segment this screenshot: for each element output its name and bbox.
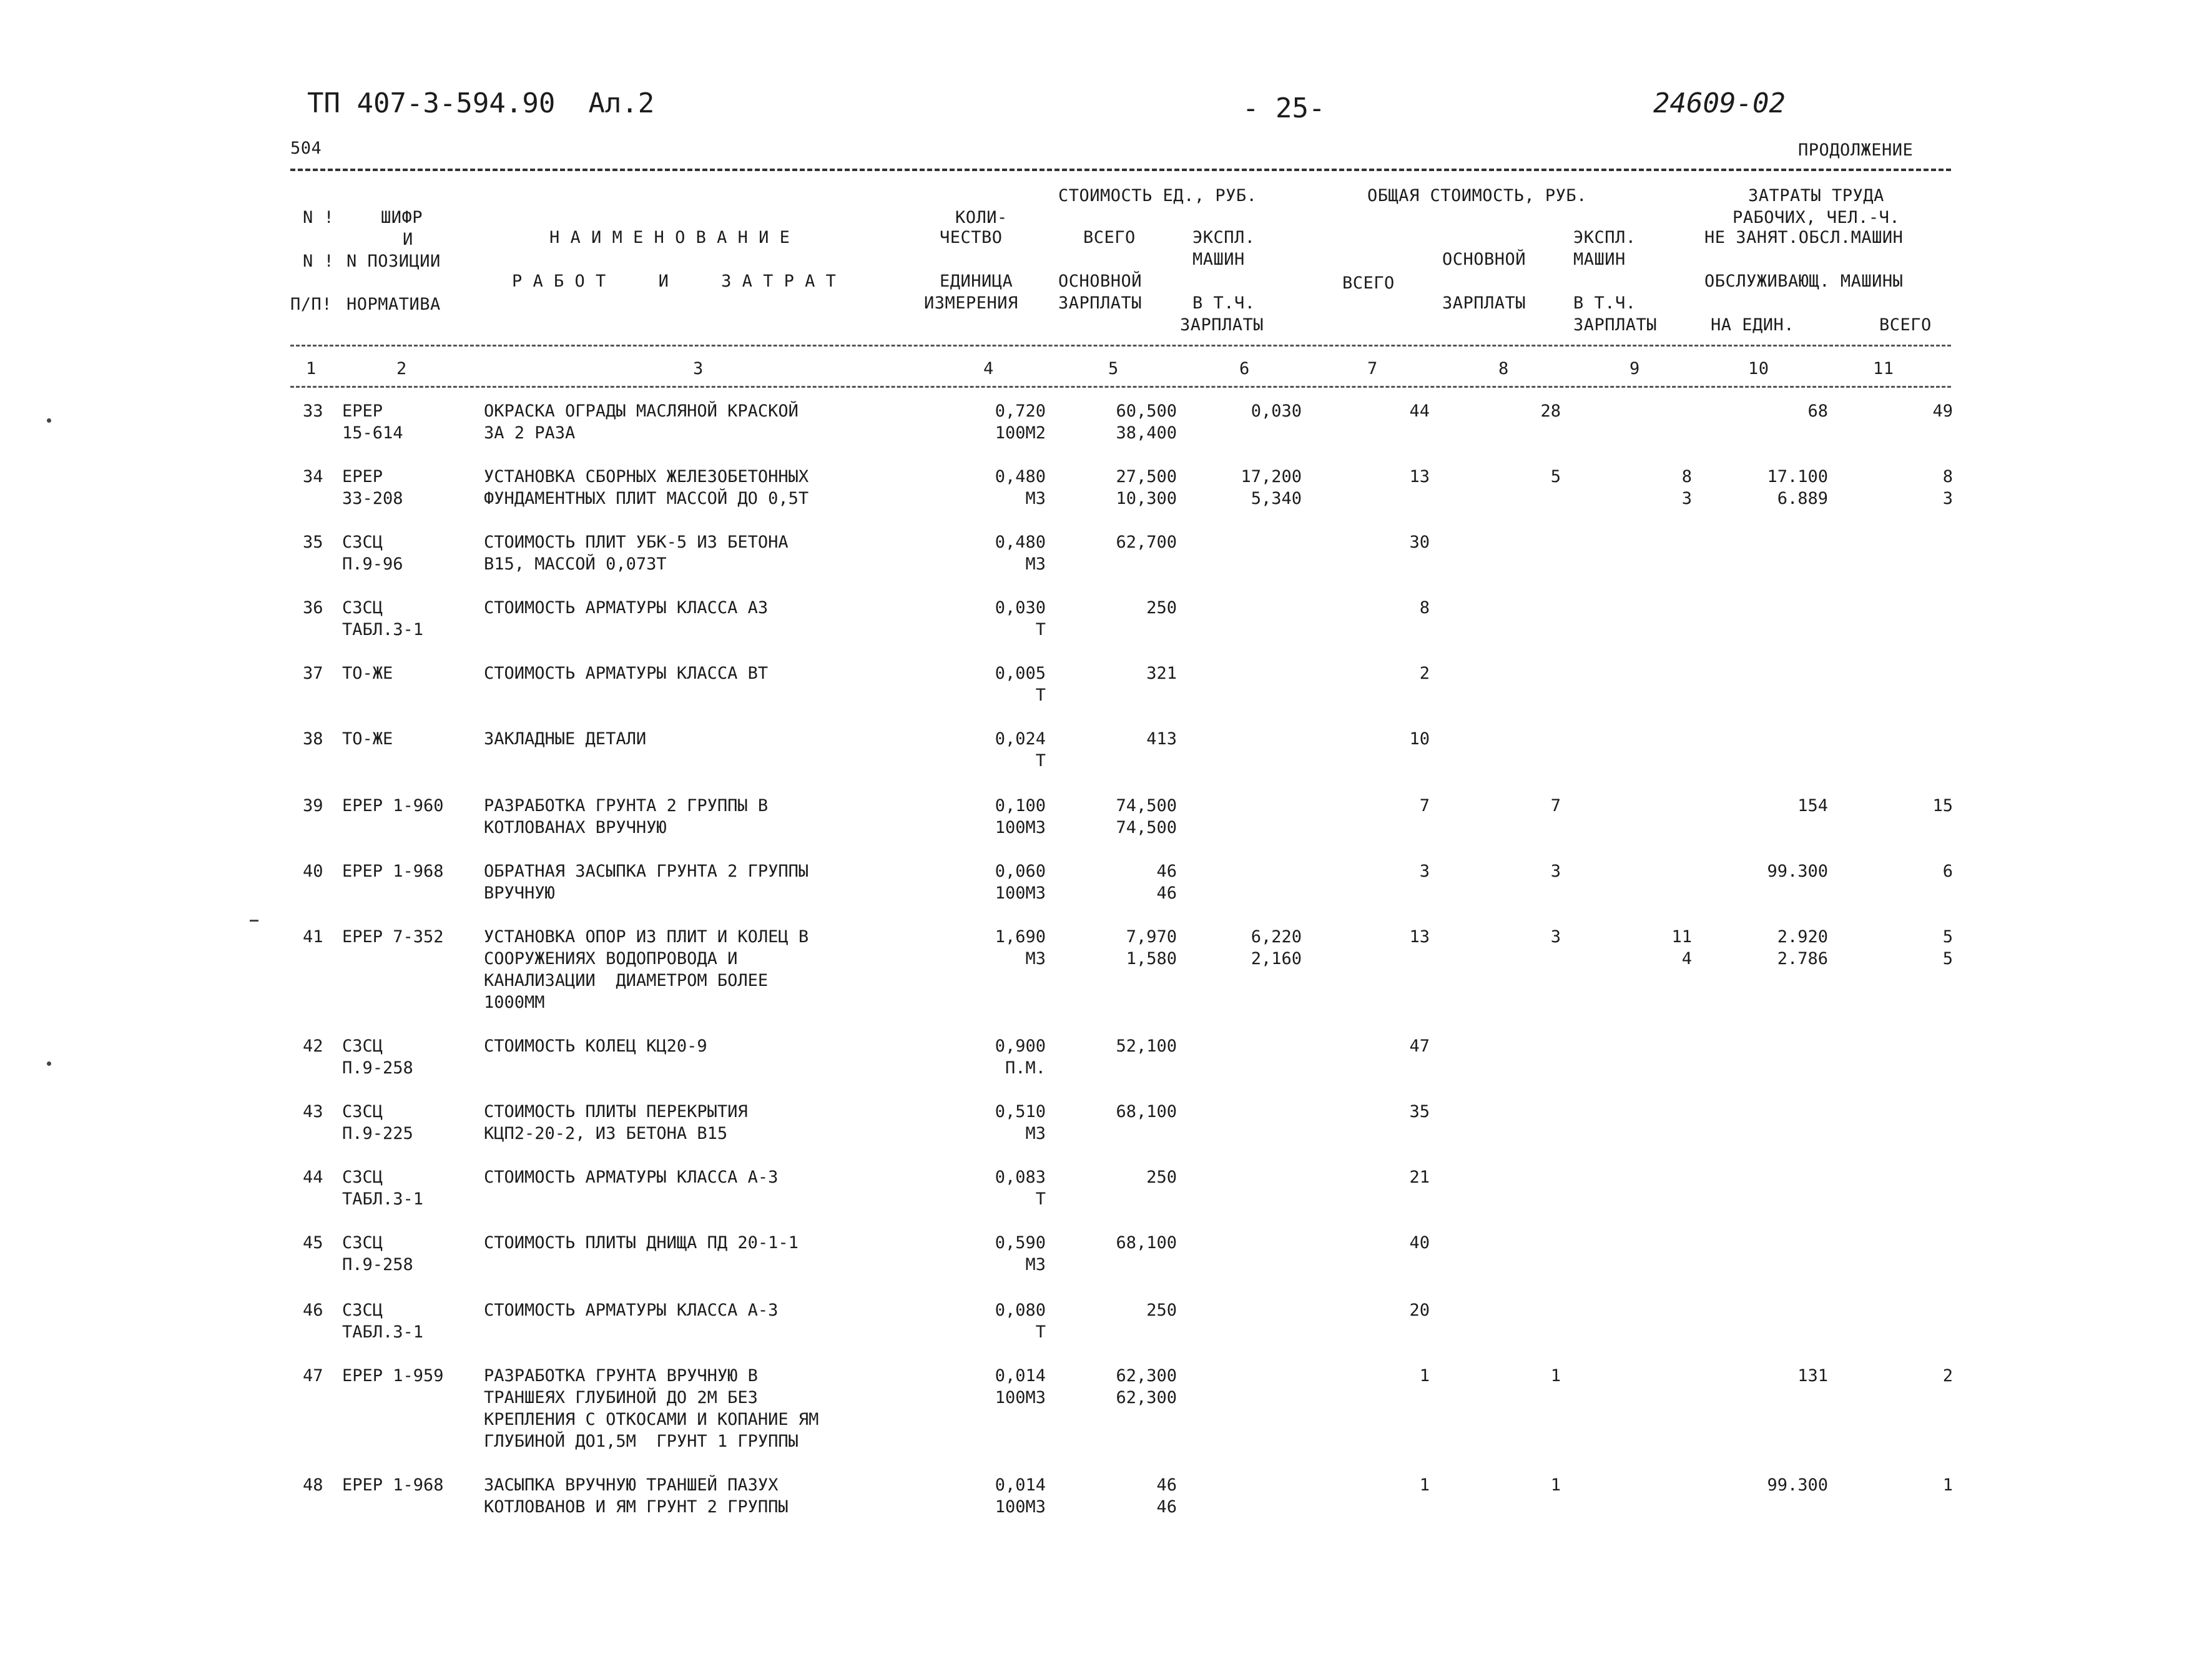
hdr-col5-line3: ЗАРПЛАТЫ [1058,293,1143,313]
row-c7: 2 [1419,664,1430,683]
colnum-3: 3 [693,359,704,378]
row-c7: 44 [1409,401,1430,421]
row-name: СТОИМОСТЬ ПЛИТЫ ПЕРЕКРЫТИЯ [484,1102,748,1121]
row-name: КРЕПЛЕНИЯ С ОТКОСАМИ И КОПАНИЕ ЯМ [484,1410,819,1429]
row-number: 34 [303,467,323,486]
hdr-col2-line1: ШИФР [381,208,423,227]
scan-speck [47,418,51,423]
row-code: ТАБЛ.3-1 [342,1322,424,1342]
colnum-9: 9 [1630,359,1640,378]
row-c11: 1 [1942,1475,1953,1495]
hdr-col11: ВСЕГО [1879,315,1932,335]
row-number: 46 [303,1301,323,1320]
hdr-col6-line1: ЭКСПЛ. [1192,228,1256,247]
row-c6: 0,030 [1251,401,1302,421]
row-code: ТАБЛ.3-1 [342,1189,424,1209]
row-name: КОТЛОВАНАХ ВРУЧНУЮ [484,818,667,837]
row-name: 1000ММ [484,993,545,1012]
row-unit: 100М2 [995,423,1046,443]
row-number: 42 [303,1036,323,1056]
row-c7: 20 [1409,1301,1430,1320]
row-name: РАЗРАБОТКА ГРУНТА ВРУЧНУЮ В [484,1366,758,1386]
row-c5: 38,400 [1116,423,1177,443]
row-c10: 17.100 [1767,467,1828,486]
row-unit: М3 [1025,554,1046,574]
colnum-10: 10 [1748,359,1769,378]
row-unit: 100М3 [995,884,1046,903]
row-qty: 0,014 [995,1475,1046,1495]
row-name: СТОИМОСТЬ КОЛЕЦ КЦ20-9 [484,1036,707,1056]
row-unit: Т [1035,620,1046,639]
doc-code: ТП 407-3-594.90 Ал.2 [307,87,655,119]
row-unit: 100М3 [995,818,1046,837]
row-number: 44 [303,1168,323,1187]
row-number: 47 [303,1366,323,1386]
row-c10: 154 [1797,796,1828,815]
colnum-6: 6 [1239,359,1250,378]
hdr-col5-line1: ВСЕГО [1083,228,1136,247]
row-code: ЕРЕР 1-968 [342,862,444,881]
row-c11: 5 [1942,949,1953,968]
row-code: ЕРЕР 1-968 [342,1475,444,1495]
row-name: ТРАНШЕЯХ ГЛУБИНОЙ ДО 2М БЕЗ [484,1388,758,1407]
row-unit: Т [1035,1322,1046,1342]
hdr-col1011-sub: ОБСЛУЖИВАЮЩ. МАШИНЫ [1704,272,1904,291]
hdr-col3-line1: Н А И М Е Н О В А Н И Е [549,228,790,247]
colnum-7: 7 [1367,359,1378,378]
row-code: 15-614 [342,423,403,443]
hdr-col56-title: СТОИМОСТЬ ЕД., РУБ. [1058,186,1257,205]
row-qty: 0,083 [995,1168,1046,1187]
row-c10: 2.786 [1777,949,1828,968]
row-c5: 46 [1156,1475,1177,1495]
hdr-col2-line2: И [403,230,413,249]
row-code: ЕРЕР 1-959 [342,1366,444,1386]
hdr-col9-line2: МАШИН [1573,250,1626,269]
row-name: СТОИМОСТЬ АРМАТУРЫ КЛАССА ВТ [484,664,769,683]
hdr-col4-line4: ИЗМЕРЕНИЯ [924,293,1018,313]
hdr-col9-line3: В Т.Ч. [1573,293,1636,313]
row-name: УСТАНОВКА СБОРНЫХ ЖЕЛЕЗОБЕТОННЫХ [484,467,809,486]
doc-number: 24609-02 [1653,87,1786,119]
row-code: С3СЦ [342,1301,383,1320]
row-c10: 2.920 [1777,927,1828,947]
row-c8: 28 [1540,401,1561,421]
row-qty: 0,080 [995,1301,1046,1320]
row-number: 38 [303,729,323,749]
row-c11: 15 [1932,796,1953,815]
hdr-col1011-title3: НЕ ЗАНЯТ.ОБСЛ.МАШИН [1704,228,1904,247]
row-c11: 3 [1942,489,1953,508]
row-unit: М3 [1025,1255,1046,1274]
row-c5: 62,300 [1116,1388,1177,1407]
row-c5: 74,500 [1116,818,1177,837]
row-c8: 3 [1550,927,1561,947]
row-c5: 52,100 [1116,1036,1177,1056]
row-unit: 100М3 [995,1388,1046,1407]
row-c5: 7,970 [1126,927,1177,947]
hdr-col6-line4: ЗАРПЛАТЫ [1180,315,1264,335]
row-qty: 0,510 [995,1102,1046,1121]
row-c11: 49 [1932,401,1953,421]
row-c7: 40 [1409,1233,1430,1253]
row-code: ТО-ЖЕ [342,729,393,749]
hdr-col3-line2: Р А Б О Т И З А Т Р А Т [512,272,837,291]
colnum-11: 11 [1873,359,1894,378]
row-c7: 1 [1419,1366,1430,1386]
row-qty: 0,060 [995,862,1046,881]
row-unit: Т [1035,1189,1046,1209]
row-number: 43 [303,1102,323,1121]
row-unit: М3 [1025,1124,1046,1143]
row-code: П.9-225 [342,1124,413,1143]
rule-numbers-bottom [290,386,1951,388]
hdr-col5-line2: ОСНОВНОЙ [1058,272,1143,291]
row-name: СООРУЖЕНИЯХ ВОДОПРОВОДА И [484,949,738,968]
row-c5: 68,100 [1116,1233,1177,1253]
hdr-col4-line3: ЕДИНИЦА [940,272,1013,291]
row-c11: 8 [1942,467,1953,486]
row-code: ЕРЕР [342,467,383,486]
row-c5: 250 [1146,1301,1177,1320]
colnum-4: 4 [983,359,994,378]
row-c5: 1,580 [1126,949,1177,968]
row-name: ЗА 2 РАЗА [484,423,576,443]
hdr-col6-line2: МАШИН [1192,250,1245,269]
hdr-col9-line1: ЭКСПЛ. [1573,228,1636,247]
row-name: УСТАНОВКА ОПОР ИЗ ПЛИТ И КОЛЕЦ В [484,927,809,947]
row-c8: 1 [1550,1475,1561,1495]
hdr-col8-line2: ЗАРПЛАТЫ [1442,293,1526,313]
row-name: СТОИМОСТЬ ПЛИТ УБК-5 ИЗ БЕТОНА [484,533,789,552]
page-number: - 25- [1242,92,1325,124]
row-c7: 47 [1409,1036,1430,1056]
row-name: КАНАЛИЗАЦИИ ДИАМЕТРОМ БОЛЕЕ [484,971,769,990]
row-c7: 10 [1409,729,1430,749]
row-c5: 46 [1156,884,1177,903]
row-code: ЕРЕР 1-960 [342,796,444,815]
row-unit: Т [1035,751,1046,770]
row-c7: 35 [1409,1102,1430,1121]
row-name: СТОИМОСТЬ АРМАТУРЫ КЛАССА А-3 [484,1168,779,1187]
colnum-1: 1 [306,359,317,378]
row-c5: 60,500 [1116,401,1177,421]
row-qty: 0,480 [995,533,1046,552]
row-code: С3СЦ [342,1233,383,1253]
row-unit: 100М3 [995,1497,1046,1517]
row-name: ОКРАСКА ОГРАДЫ МАСЛЯНОЙ КРАСКОЙ [484,401,799,421]
hdr-col10: НА ЕДИН. [1711,315,1795,335]
row-name: КЦП2-20-2, ИЗ БЕТОНА В15 [484,1124,728,1143]
hdr-col4-line1: КОЛИ- [955,208,1008,227]
row-c5: 413 [1146,729,1177,749]
row-c9: 11 [1671,927,1692,947]
row-c9: 8 [1681,467,1692,486]
row-unit: М3 [1025,949,1046,968]
row-number: 35 [303,533,323,552]
hdr-col2-line3: N ПОЗИЦИИ [347,252,441,271]
row-name: СТОИМОСТЬ АРМАТУРЫ КЛАССА А3 [484,598,769,618]
row-c5: 250 [1146,598,1177,618]
row-c10: 6.889 [1777,489,1828,508]
row-c5: 250 [1146,1168,1177,1187]
hdr-col8-line1: ОСНОВНОЙ [1442,250,1526,269]
rule-top [290,169,1951,171]
row-c8: 5 [1550,467,1561,486]
scan-speck [47,1061,51,1066]
row-name: В15, МАССОЙ 0,073Т [484,554,667,574]
colnum-8: 8 [1498,359,1509,378]
hdr-col1-line2: N ! [303,252,335,271]
hdr-col1-line1: N ! [303,208,335,227]
hdr-col4-line2: ЧЕСТВО [940,228,1003,247]
row-c5: 62,300 [1116,1366,1177,1386]
row-c5: 321 [1146,664,1177,683]
row-c6: 2,160 [1251,949,1302,968]
row-c6: 5,340 [1251,489,1302,508]
row-code: П.9-258 [342,1058,413,1078]
row-name: СТОИМОСТЬ АРМАТУРЫ КЛАССА А-3 [484,1301,779,1320]
row-c5: 62,700 [1116,533,1177,552]
row-c7: 8 [1419,598,1430,618]
row-code: С3СЦ [342,1168,383,1187]
row-c5: 46 [1156,1497,1177,1517]
row-c10: 68 [1807,401,1828,421]
row-qty: 0,900 [995,1036,1046,1056]
row-qty: 1,690 [995,927,1046,947]
row-code: ЕРЕР [342,401,383,421]
row-number: 36 [303,598,323,618]
row-name: ЗАСЫПКА ВРУЧНУЮ ТРАНШЕЙ ПАЗУХ [484,1475,779,1495]
row-c5: 68,100 [1116,1102,1177,1121]
row-c7: 7 [1419,796,1430,815]
row-c9: 3 [1681,489,1692,508]
row-qty: 0,030 [995,598,1046,618]
row-code: С3СЦ [342,533,383,552]
row-c7: 13 [1409,467,1430,486]
row-c11: 5 [1942,927,1953,947]
hdr-col2-line5: НОРМАТИВА [347,295,441,314]
row-qty: 0,100 [995,796,1046,815]
rule-header-bottom [290,345,1951,347]
row-code: С3СЦ [342,1102,383,1121]
hdr-col9-line4: ЗАРПЛАТЫ [1573,315,1658,335]
row-name: ОБРАТНАЯ ЗАСЫПКА ГРУНТА 2 ГРУППЫ [484,862,809,881]
row-c11: 6 [1942,862,1953,881]
hdr-col1-line3: П/П! [290,295,333,314]
row-c10: 99.300 [1767,862,1828,881]
row-c8: 7 [1550,796,1561,815]
row-unit: П.М. [1005,1058,1046,1078]
row-c10: 99.300 [1767,1475,1828,1495]
row-c6: 17,200 [1241,467,1302,486]
row-qty: 0,005 [995,664,1046,683]
left-code: 504 [290,139,322,158]
colnum-2: 2 [396,359,407,378]
row-code: С3СЦ [342,598,383,618]
row-number: 48 [303,1475,323,1495]
hdr-col1011-title1: ЗАТРАТЫ ТРУДА [1748,186,1884,205]
colnum-5: 5 [1108,359,1119,378]
row-qty: 0,024 [995,729,1046,749]
row-c8: 3 [1550,862,1561,881]
row-c10: 131 [1797,1366,1828,1386]
row-qty: 0,590 [995,1233,1046,1253]
hdr-col1011-title2: РАБОЧИХ, ЧЕЛ.-Ч. [1733,208,1900,227]
row-code: ТАБЛ.3-1 [342,620,424,639]
row-c5: 74,500 [1116,796,1177,815]
row-name: ГЛУБИНОЙ ДО1,5М ГРУНТ 1 ГРУППЫ [484,1432,799,1451]
row-number: 33 [303,401,323,421]
row-name: ЗАКЛАДНЫЕ ДЕТАЛИ [484,729,647,749]
row-name: СТОИМОСТЬ ПЛИТЫ ДНИЩА ПД 20-1-1 [484,1233,799,1253]
row-name: ФУНДАМЕНТНЫХ ПЛИТ МАССОЙ ДО 0,5Т [484,489,809,508]
row-c11: 2 [1942,1366,1953,1386]
row-c8: 1 [1550,1366,1561,1386]
row-name: ВРУЧНУЮ [484,884,555,903]
hdr-col6-line3: В Т.Ч. [1192,293,1256,313]
row-c9: 4 [1681,949,1692,968]
row-c7: 3 [1419,862,1430,881]
row-c7: 13 [1409,927,1430,947]
row-c7: 21 [1409,1168,1430,1187]
row-number: 37 [303,664,323,683]
scan-speck [250,920,258,922]
hdr-col7: ВСЕГО [1342,273,1395,293]
row-c5: 46 [1156,862,1177,881]
row-number: 40 [303,862,323,881]
row-number: 41 [303,927,323,947]
row-code: С3СЦ [342,1036,383,1056]
row-name: РАЗРАБОТКА ГРУНТА 2 ГРУППЫ В [484,796,769,815]
row-unit: М3 [1025,489,1046,508]
row-code: ТО-ЖЕ [342,664,393,683]
row-code: 33-208 [342,489,403,508]
row-c5: 10,300 [1116,489,1177,508]
row-code: П.9-96 [342,554,403,574]
hdr-col789-title: ОБЩАЯ СТОИМОСТЬ, РУБ. [1367,186,1587,205]
row-qty: 0,720 [995,401,1046,421]
row-unit: Т [1035,686,1046,705]
row-number: 45 [303,1233,323,1253]
row-c7: 30 [1409,533,1430,552]
row-code: ЕРЕР 7-352 [342,927,444,947]
row-qty: 0,480 [995,467,1046,486]
row-c6: 6,220 [1251,927,1302,947]
row-qty: 0,014 [995,1366,1046,1386]
continued-label: ПРОДОЛЖЕНИЕ [1798,140,1914,160]
row-name: КОТЛОВАНОВ И ЯМ ГРУНТ 2 ГРУППЫ [484,1497,789,1517]
row-number: 39 [303,796,323,815]
row-code: П.9-258 [342,1255,413,1274]
row-c5: 27,500 [1116,467,1177,486]
row-c7: 1 [1419,1475,1430,1495]
